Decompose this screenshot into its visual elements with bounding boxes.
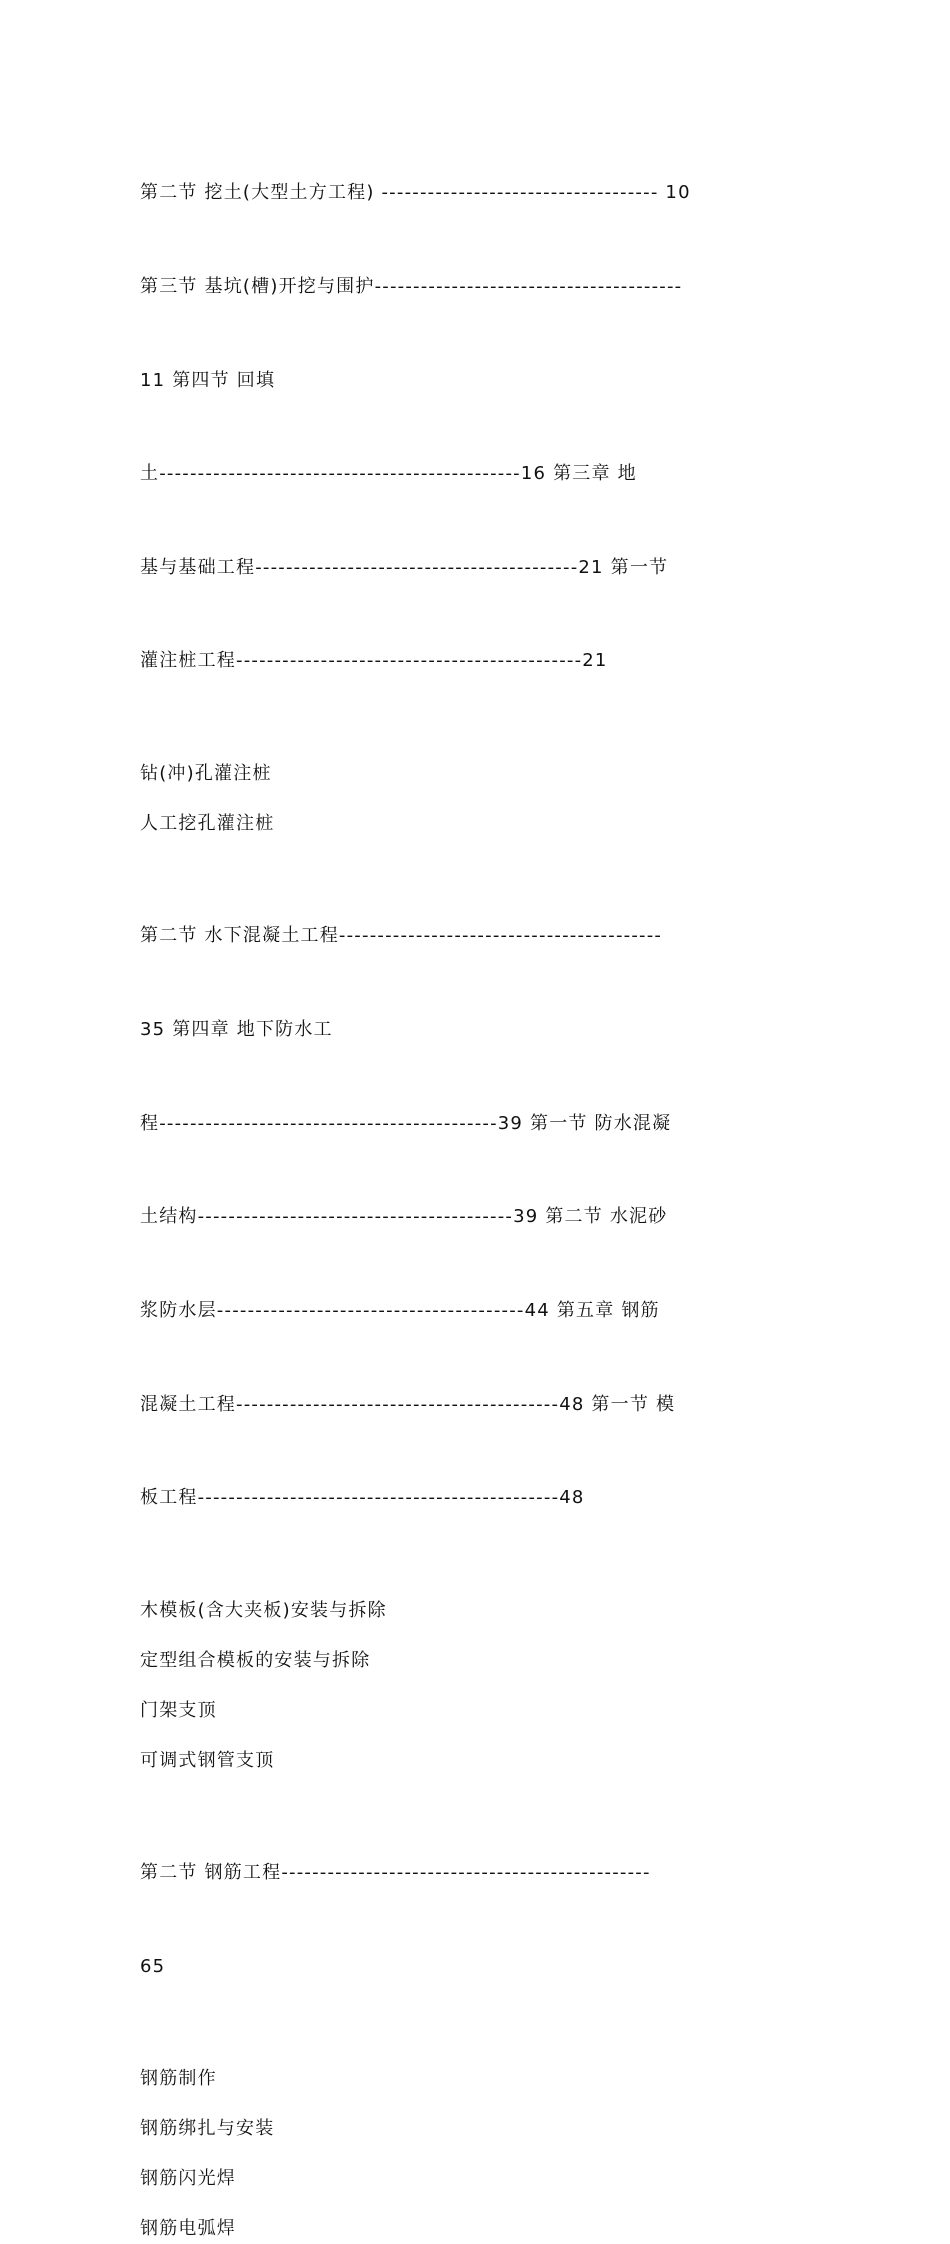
toc-block-3 [140, 1795, 820, 2045]
toc-line: 第二节 挖土(大型土方工程) ------------------------------------ 10 [140, 182, 691, 204]
toc-line: 土-----------------------------------------------16 第三章 地 [140, 463, 637, 485]
toc-line: 浆防水层----------------------------------------44 第五章 钢筋 [140, 1299, 660, 1321]
toc-line: 11 第四节 回填 [140, 369, 276, 391]
toc-line: 35 第四章 地下防水工 [140, 1019, 333, 1041]
toc-sub-item: 定型组合模板的安装与拆除 [140, 1649, 371, 1671]
toc-sub-item: 钢筋绑扎与安装 [140, 2118, 275, 2140]
toc-content [140, 115, 820, 2244]
toc-line: 混凝土工程------------------------------------------48 第一节 模 [140, 1393, 676, 1415]
toc-line: 第二节 钢筋工程------------------------------------------------ [140, 1862, 651, 1884]
toc-sub-item: 门架支顶 [140, 1699, 217, 1721]
toc-sub-item: 可调式钢管支顶 [140, 1749, 275, 1771]
toc-line: 土结构-----------------------------------------39 第二节 水泥砂 [140, 1206, 668, 1228]
toc-sub-item: 钢筋电弧焊 [140, 2218, 236, 2240]
toc-line: 板工程-----------------------------------------------48 [140, 1487, 585, 1509]
toc-sub-item: 木模板(含大夹板)安装与拆除 [140, 1599, 387, 1621]
toc-sub-item: 钻(冲)孔灌注桩 [140, 763, 272, 785]
toc-block-2 [140, 858, 820, 1576]
toc-line: 基与基础工程------------------------------------------21 第一节 [140, 556, 669, 578]
toc-line: 第二节 水下混凝土工程------------------------------------------ [140, 925, 663, 947]
toc-sub-item: 钢筋闪光焊 [140, 2168, 236, 2190]
toc-line: 灌注桩工程---------------------------------------------21 [140, 650, 608, 672]
toc-line: 65 [140, 1955, 166, 1977]
toc-sub-item: 钢筋制作 [140, 2068, 217, 2090]
toc-line: 程--------------------------------------------39 第一节 防水混凝 [140, 1112, 672, 1134]
toc-block-1 [140, 115, 820, 739]
toc-line: 第三节 基坑(槽)开挖与围护---------------------------------------- [140, 276, 683, 298]
toc-sub-item: 人工挖孔灌注桩 [140, 813, 275, 835]
